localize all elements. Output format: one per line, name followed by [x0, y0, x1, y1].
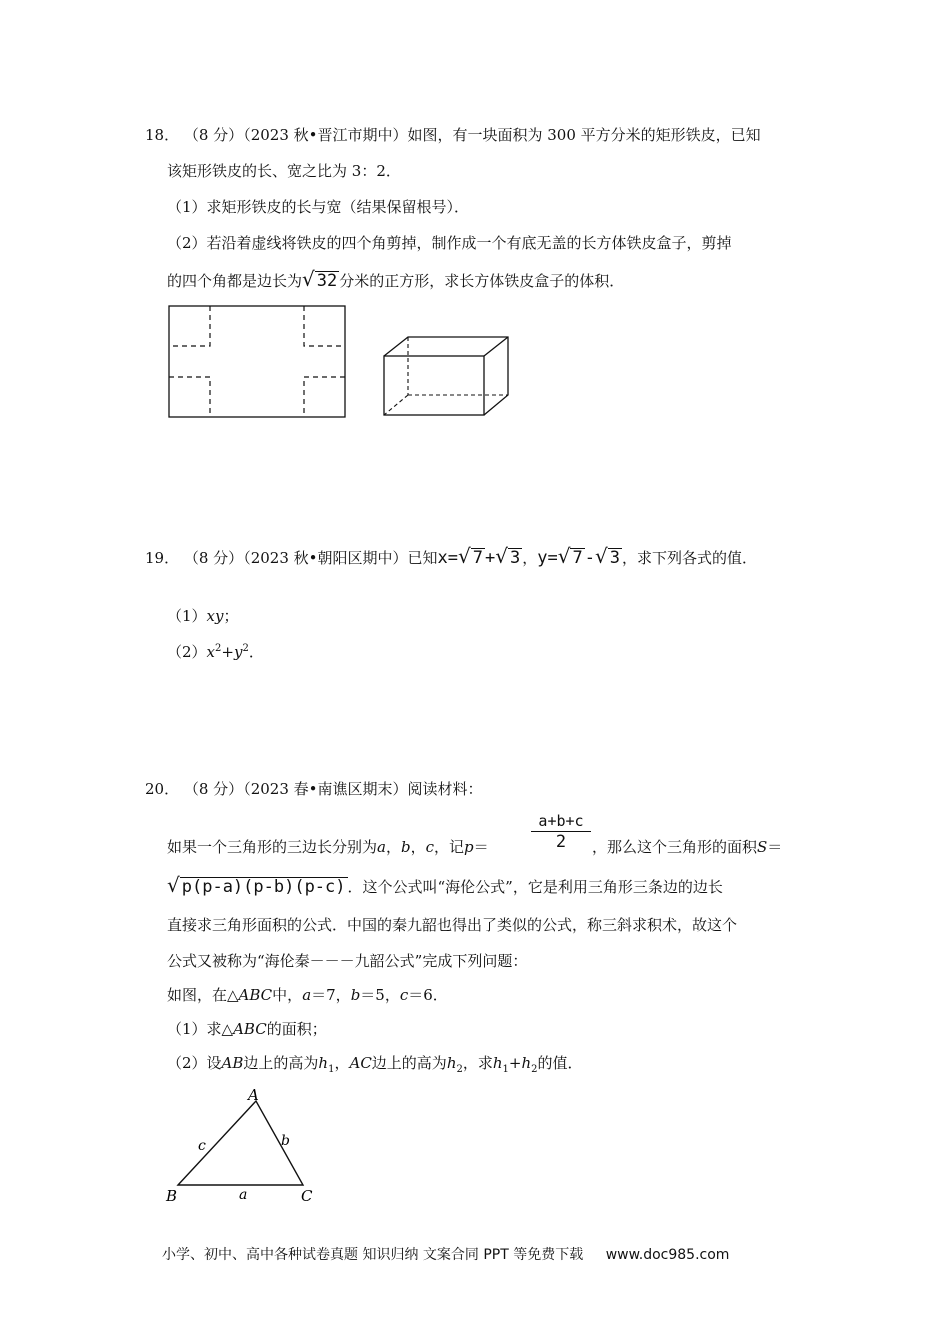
box-figure — [383, 336, 513, 418]
q18-number: 18． — [145, 126, 180, 144]
q20-given: 如图，在△ABC中，a＝7，b＝5，c＝6． — [167, 986, 448, 1004]
cut-lines — [169, 306, 345, 417]
q19-part2: $(2)x^2+y^2$． — [167, 643, 264, 661]
side-c-label: c — [198, 1138, 206, 1154]
sqrt-32: √ 32 — [302, 267, 338, 291]
heron-sqrt: √ p(p-a)(p-b)(p-c) — [167, 873, 346, 897]
q19-number: 19． — [145, 549, 180, 567]
q18-score: （8 分） — [183, 126, 244, 144]
iron-sheet-figure — [168, 305, 348, 420]
vertex-a-label: A — [248, 1086, 259, 1104]
q20-material-line4: 公式又被称为“海伦秦－－－九韶公式”完成下列问题： — [167, 952, 528, 970]
footer — [162, 1244, 729, 1266]
q20-part2: （2）设AB边上的高为$h_1$，AC边上的高为$h_2$，求$h_1+h_2$的值． — [167, 1054, 583, 1075]
q19-line1: 19． （8 分）（2023 秋•朝阳区期中）已知x=√ 7 +√ 3 ，y=√ 7 -√ 3 ，求下列各式的值． — [145, 544, 757, 568]
q18-source: （2023 秋•晋江市期中） — [243, 126, 408, 144]
q18-part2-line1: （2）若沿着虚线将铁皮的四个角剪掉，制作成一个有底无盖的长方体铁皮盒子，剪掉 — [167, 234, 732, 252]
q20-material-line1-tail: ，那么这个三角形的面积S＝ — [592, 838, 783, 856]
side-b-label: b — [281, 1133, 290, 1149]
q18-line1 — [145, 124, 761, 146]
sheet-outline — [169, 306, 345, 417]
sqrt-7: √ 7 — [457, 544, 483, 568]
q18-part1: （1）求矩形铁皮的长与宽（结果保留根号）． — [167, 198, 470, 216]
q19-part1: （1）xy； — [167, 607, 239, 625]
q20-number: 20． — [145, 780, 180, 798]
q18-stem-line2: 该矩形铁皮的长、宽之比为 3：2． — [167, 162, 401, 180]
footer-text: 小学、初中、高中各种试卷真题 知识归纳 文案合同 PPT 等免费下载 — [162, 1247, 584, 1263]
q20-part1: （1）求△ABC的面积； — [167, 1020, 327, 1038]
q20-material-line1: 如果一个三角形的三边长分别为a，b，c，记p＝ — [167, 838, 489, 856]
q20-material-line2: √ p(p-a)(p-b)(p-c) ．这个公式叫“海伦公式”，它是利用三角形三条边的边长 — [167, 873, 723, 897]
q18-stem: 如图，有一块面积为 300 平方分米的矩形铁皮，已知 — [407, 126, 761, 144]
sqrt-3: √ 3 — [495, 544, 521, 568]
semi-perimeter-fraction: a+b+c 2 — [531, 812, 591, 850]
vertex-c-label: C — [301, 1187, 313, 1205]
side-a-label: a — [239, 1187, 248, 1203]
footer-url[interactable]: www.doc985.com — [605, 1247, 730, 1263]
q18-part2-line2: 的四个角都是边长为√ 32 分米的正方形，求长方体铁皮盒子的体积． — [167, 267, 625, 291]
q20-line1: 20． （8 分）（2023 春•南谯区期末）阅读材料： — [145, 780, 483, 798]
q20-material-line3: 直接求三角形面积的公式．中国的秦九韶也得出了类似的公式，称三斜求积术，故这个 — [167, 916, 738, 934]
vertex-b-label: B — [166, 1187, 178, 1205]
triangle-abc-figure — [160, 1083, 330, 1208]
